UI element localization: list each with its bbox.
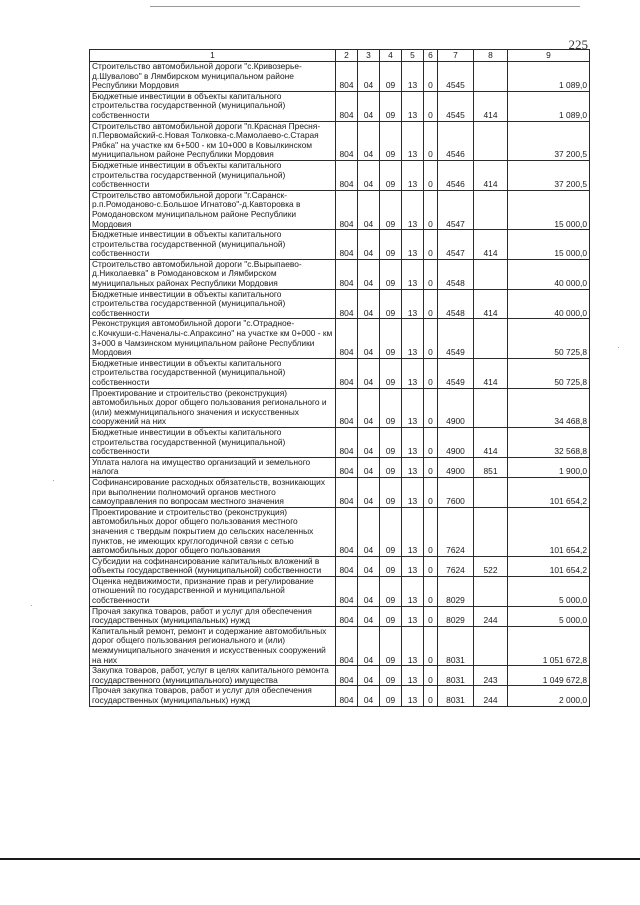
expense-type-code-cell: 414: [474, 289, 508, 319]
subprogram-code-cell: 0: [424, 160, 438, 190]
ministry-code-cell: 804: [336, 427, 358, 457]
ministry-code-cell: 804: [336, 121, 358, 160]
subsection-code-cell: 09: [380, 507, 402, 556]
subprogram-code-cell: 0: [424, 289, 438, 319]
expense-type-code-cell: 851: [474, 457, 508, 477]
subsection-code-cell: 09: [380, 606, 402, 626]
target-article-code-cell: 8031: [438, 666, 474, 686]
expense-type-code-cell: [474, 507, 508, 556]
amount-cell: 101 654,2: [508, 507, 590, 556]
amount-cell: 1 089,0: [508, 91, 590, 121]
amount-cell: 40 000,0: [508, 289, 590, 319]
section-code-cell: 04: [358, 319, 380, 358]
amount-cell: 50 725,8: [508, 358, 590, 388]
ministry-code-cell: 804: [336, 91, 358, 121]
subsection-code-cell: 09: [380, 686, 402, 706]
header-row: [90, 50, 590, 62]
target-article-code-cell: 8029: [438, 606, 474, 626]
section-code-cell: 04: [358, 686, 380, 706]
amount-cell: 1 051 672,8: [508, 626, 590, 665]
expense-type-code-cell: [474, 259, 508, 289]
subsection-code-cell: 09: [380, 358, 402, 388]
item-name-cell: Бюджетные инвестиции в объекты капитального строительства государственной (муниципальной) собственности: [90, 160, 336, 190]
table-row: [90, 190, 590, 229]
table-header: [90, 50, 590, 62]
page-number: 225: [568, 37, 588, 52]
target-article-code-cell: 8031: [438, 626, 474, 665]
column-header-5: 5: [402, 50, 424, 62]
target-article-code-cell: 4545: [438, 91, 474, 121]
subprogram-code-cell: 0: [424, 388, 438, 427]
ministry-code-cell: 804: [336, 576, 358, 606]
subsection-code-cell: 09: [380, 190, 402, 229]
amount-cell: 2 000,0: [508, 686, 590, 706]
expense-type-code-cell: 414: [474, 230, 508, 260]
amount-cell: 1 049 672,8: [508, 666, 590, 686]
subsection-code-cell: 09: [380, 62, 402, 92]
scan-speck: ·: [617, 343, 620, 352]
column-header-6: 6: [424, 50, 438, 62]
table-body: [90, 62, 590, 707]
expense-type-code-cell: [474, 190, 508, 229]
subsection-code-cell: 09: [380, 91, 402, 121]
item-name-cell: Бюджетные инвестиции в объекты капитального строительства государственной (муниципальной) собственности: [90, 230, 336, 260]
table-row: [90, 666, 590, 686]
section-code-cell: 04: [358, 606, 380, 626]
expense-type-code-cell: 414: [474, 160, 508, 190]
section-code-cell: 04: [358, 507, 380, 556]
program-code-cell: 13: [402, 358, 424, 388]
subprogram-code-cell: 0: [424, 427, 438, 457]
expense-type-code-cell: [474, 576, 508, 606]
target-article-code-cell: 4548: [438, 289, 474, 319]
item-name-cell: Уплата налога на имущество организаций и земельного налога: [90, 457, 336, 477]
item-name-cell: Бюджетные инвестиции в объекты капитального строительства государственной (муниципальной) собственности: [90, 427, 336, 457]
target-article-code-cell: 4546: [438, 160, 474, 190]
column-header-4: 4: [380, 50, 402, 62]
table-row: [90, 358, 590, 388]
subprogram-code-cell: 0: [424, 556, 438, 576]
subprogram-code-cell: 0: [424, 576, 438, 606]
column-header-8: 8: [474, 50, 508, 62]
target-article-code-cell: 8029: [438, 576, 474, 606]
section-code-cell: 04: [358, 477, 380, 507]
ministry-code-cell: 804: [336, 626, 358, 665]
section-code-cell: 04: [358, 259, 380, 289]
target-article-code-cell: 8031: [438, 686, 474, 706]
ministry-code-cell: 804: [336, 457, 358, 477]
section-code-cell: 04: [358, 457, 380, 477]
program-code-cell: 13: [402, 427, 424, 457]
amount-cell: 37 200,5: [508, 121, 590, 160]
ministry-code-cell: 804: [336, 319, 358, 358]
section-code-cell: 04: [358, 666, 380, 686]
target-article-code-cell: 4549: [438, 319, 474, 358]
subsection-code-cell: 09: [380, 576, 402, 606]
amount-cell: 5 000,0: [508, 606, 590, 626]
ministry-code-cell: 804: [336, 507, 358, 556]
target-article-code-cell: 4900: [438, 457, 474, 477]
expense-type-code-cell: [474, 388, 508, 427]
program-code-cell: 13: [402, 319, 424, 358]
program-code-cell: 13: [402, 666, 424, 686]
expense-type-code-cell: 244: [474, 686, 508, 706]
subsection-code-cell: 09: [380, 289, 402, 319]
table-row: [90, 62, 590, 92]
table-row: [90, 606, 590, 626]
target-article-code-cell: 7600: [438, 477, 474, 507]
amount-cell: 1 900,0: [508, 457, 590, 477]
section-code-cell: 04: [358, 160, 380, 190]
ministry-code-cell: 804: [336, 289, 358, 319]
table-row: [90, 160, 590, 190]
program-code-cell: 13: [402, 121, 424, 160]
ministry-code-cell: 804: [336, 160, 358, 190]
table-row: [90, 507, 590, 556]
program-code-cell: 13: [402, 457, 424, 477]
subsection-code-cell: 09: [380, 259, 402, 289]
item-name-cell: Строительство автомобильной дороги "с.Кривозерье-д.Шувалово" в Лямбирском муниципальном районе Республики Мордовия: [90, 62, 336, 92]
section-code-cell: 04: [358, 289, 380, 319]
subsection-code-cell: 09: [380, 477, 402, 507]
item-name-cell: Закупка товаров, работ, услуг в целях капитального ремонта государственного (муниципального) имущества: [90, 666, 336, 686]
subsection-code-cell: 09: [380, 626, 402, 665]
item-name-cell: Оценка недвижимости, признание прав и регулирование отношений по государственной и муниципальной собственности: [90, 576, 336, 606]
target-article-code-cell: 4545: [438, 62, 474, 92]
column-header-3: 3: [358, 50, 380, 62]
item-name-cell: Прочая закупка товаров, работ и услуг для обеспечения государственных (муниципальных) нужд: [90, 686, 336, 706]
target-article-code-cell: 4549: [438, 358, 474, 388]
subprogram-code-cell: 0: [424, 606, 438, 626]
program-code-cell: 13: [402, 686, 424, 706]
subprogram-code-cell: 0: [424, 91, 438, 121]
section-code-cell: 04: [358, 358, 380, 388]
target-article-code-cell: 4547: [438, 230, 474, 260]
ministry-code-cell: 804: [336, 259, 358, 289]
item-name-cell: Бюджетные инвестиции в объекты капитального строительства государственной (муниципальной) собственности: [90, 358, 336, 388]
subprogram-code-cell: 0: [424, 626, 438, 665]
ministry-code-cell: 804: [336, 686, 358, 706]
subprogram-code-cell: 0: [424, 62, 438, 92]
subprogram-code-cell: 0: [424, 259, 438, 289]
amount-cell: 15 000,0: [508, 230, 590, 260]
item-name-cell: Проектирование и строительство (реконструкция) автомобильных дорог общего пользования регионального и (или) межмуниципального значения и искусственных сооружений на них: [90, 388, 336, 427]
scan-top-line: [150, 6, 580, 7]
expense-type-code-cell: 243: [474, 666, 508, 686]
table-row: [90, 91, 590, 121]
target-article-code-cell: 4547: [438, 190, 474, 229]
section-code-cell: 04: [358, 576, 380, 606]
target-article-code-cell: 7624: [438, 556, 474, 576]
amount-cell: 50 725,8: [508, 319, 590, 358]
program-code-cell: 13: [402, 477, 424, 507]
program-code-cell: 13: [402, 576, 424, 606]
subsection-code-cell: 09: [380, 556, 402, 576]
amount-cell: 34 468,8: [508, 388, 590, 427]
item-name-cell: Субсидии на софинансирование капитальных вложений в объекты государственной (муниципальной) собственности: [90, 556, 336, 576]
column-header-7: 7: [438, 50, 474, 62]
item-name-cell: Строительство автомобильной дороги "г.Саранск-р.п.Ромоданово-с.Большое Игнатово"-д.Кавторовка в Ромодановском муниципальном районе Республики Мордовия: [90, 190, 336, 229]
subprogram-code-cell: 0: [424, 686, 438, 706]
table-row: [90, 477, 590, 507]
page-bottom-rule: [0, 858, 640, 860]
column-header-1: 1: [90, 50, 336, 62]
item-name-cell: Бюджетные инвестиции в объекты капитального строительства государственной (муниципальной) собственности: [90, 91, 336, 121]
subsection-code-cell: 09: [380, 457, 402, 477]
ministry-code-cell: 804: [336, 556, 358, 576]
subprogram-code-cell: 0: [424, 121, 438, 160]
subprogram-code-cell: 0: [424, 190, 438, 229]
item-name-cell: Бюджетные инвестиции в объекты капитального строительства государственной (муниципальной) собственности: [90, 289, 336, 319]
subprogram-code-cell: 0: [424, 666, 438, 686]
expense-type-code-cell: 244: [474, 606, 508, 626]
program-code-cell: 13: [402, 230, 424, 260]
table-row: [90, 457, 590, 477]
table-row: [90, 121, 590, 160]
expense-type-code-cell: [474, 626, 508, 665]
amount-cell: 40 000,0: [508, 259, 590, 289]
ministry-code-cell: 804: [336, 62, 358, 92]
column-header-9: 9: [508, 50, 590, 62]
program-code-cell: 13: [402, 626, 424, 665]
subprogram-code-cell: 0: [424, 507, 438, 556]
table-row: [90, 576, 590, 606]
expense-type-code-cell: [474, 62, 508, 92]
expense-type-code-cell: 414: [474, 427, 508, 457]
ministry-code-cell: 804: [336, 388, 358, 427]
item-name-cell: Прочая закупка товаров, работ и услуг для обеспечения государственных (муниципальных) нужд: [90, 606, 336, 626]
table-row: [90, 556, 590, 576]
section-code-cell: 04: [358, 230, 380, 260]
item-name-cell: Строительство автомобильной дороги "с.Вырыпаево-д.Николаевка" в Ромодановском и Лямбирском муниципальных районах Республики Мордовия: [90, 259, 336, 289]
amount-cell: 37 200,5: [508, 160, 590, 190]
table-row: [90, 427, 590, 457]
budget-table: [89, 49, 590, 707]
ministry-code-cell: 804: [336, 358, 358, 388]
subsection-code-cell: 09: [380, 160, 402, 190]
ministry-code-cell: 804: [336, 477, 358, 507]
ministry-code-cell: 804: [336, 666, 358, 686]
item-name-cell: Строительство автомобильной дороги "п.Красная Пресня-п.Первомайский-с.Новая Толковка-с.Мамолаево-с.Старая Рябка" на участке км 6+500 - км 10+000 в Ковылкинском муниципальном районе Республики Мордовия: [90, 121, 336, 160]
scan-speck: ·: [52, 476, 55, 485]
program-code-cell: 13: [402, 62, 424, 92]
target-article-code-cell: 4548: [438, 259, 474, 289]
program-code-cell: 13: [402, 190, 424, 229]
target-article-code-cell: 7624: [438, 507, 474, 556]
table-row: [90, 230, 590, 260]
section-code-cell: 04: [358, 427, 380, 457]
item-name-cell: Проектирование и строительство (реконструкция) автомобильных дорог общего пользования местного значения с твердым покрытием до сельских населенных пунктов, не имеющих круглогодичной связи с сетью автомобильных дорог общего пользования: [90, 507, 336, 556]
program-code-cell: 13: [402, 606, 424, 626]
section-code-cell: 04: [358, 91, 380, 121]
amount-cell: 101 654,2: [508, 477, 590, 507]
target-article-code-cell: 4900: [438, 427, 474, 457]
ministry-code-cell: 804: [336, 606, 358, 626]
expense-type-code-cell: [474, 319, 508, 358]
program-code-cell: 13: [402, 507, 424, 556]
section-code-cell: 04: [358, 62, 380, 92]
table-row: [90, 388, 590, 427]
subsection-code-cell: 09: [380, 230, 402, 260]
table-row: [90, 686, 590, 706]
expense-type-code-cell: [474, 477, 508, 507]
program-code-cell: 13: [402, 289, 424, 319]
subprogram-code-cell: 0: [424, 358, 438, 388]
program-code-cell: 13: [402, 259, 424, 289]
subprogram-code-cell: 0: [424, 230, 438, 260]
subsection-code-cell: 09: [380, 388, 402, 427]
subsection-code-cell: 09: [380, 666, 402, 686]
target-article-code-cell: 4546: [438, 121, 474, 160]
item-name-cell: Реконструкция автомобильной дороги "с.Отрадное-с.Кочкуши-с.Наченалы-с.Апраксино" на участке км 0+000 - км 3+000 в Чамзинском муниципальном районе Республики Мордовия: [90, 319, 336, 358]
subprogram-code-cell: 0: [424, 457, 438, 477]
table-row: [90, 626, 590, 665]
expense-type-code-cell: [474, 121, 508, 160]
program-code-cell: 13: [402, 160, 424, 190]
amount-cell: 32 568,8: [508, 427, 590, 457]
expense-type-code-cell: 414: [474, 91, 508, 121]
section-code-cell: 04: [358, 190, 380, 229]
subprogram-code-cell: 0: [424, 477, 438, 507]
amount-cell: 15 000,0: [508, 190, 590, 229]
section-code-cell: 04: [358, 388, 380, 427]
section-code-cell: 04: [358, 556, 380, 576]
item-name-cell: Капитальный ремонт, ремонт и содержание автомобильных дорог общего пользования регионального и (или) межмуниципального значения и искусственных сооружений на них: [90, 626, 336, 665]
expense-type-code-cell: 414: [474, 358, 508, 388]
section-code-cell: 04: [358, 626, 380, 665]
item-name-cell: Софинансирование расходных обязательств, возникающих при выполнении полномочий органов местного самоуправления по вопросам местного значения: [90, 477, 336, 507]
expense-type-code-cell: 522: [474, 556, 508, 576]
subsection-code-cell: 09: [380, 121, 402, 160]
table-row: [90, 259, 590, 289]
table-row: [90, 289, 590, 319]
subsection-code-cell: 09: [380, 427, 402, 457]
program-code-cell: 13: [402, 91, 424, 121]
amount-cell: 1 089,0: [508, 62, 590, 92]
subsection-code-cell: 09: [380, 319, 402, 358]
scan-speck: ·: [30, 601, 33, 610]
table-row: [90, 319, 590, 358]
ministry-code-cell: 804: [336, 230, 358, 260]
section-code-cell: 04: [358, 121, 380, 160]
amount-cell: 5 000,0: [508, 576, 590, 606]
column-header-2: 2: [336, 50, 358, 62]
target-article-code-cell: 4900: [438, 388, 474, 427]
subprogram-code-cell: 0: [424, 319, 438, 358]
ministry-code-cell: 804: [336, 190, 358, 229]
program-code-cell: 13: [402, 388, 424, 427]
amount-cell: 101 654,2: [508, 556, 590, 576]
program-code-cell: 13: [402, 556, 424, 576]
